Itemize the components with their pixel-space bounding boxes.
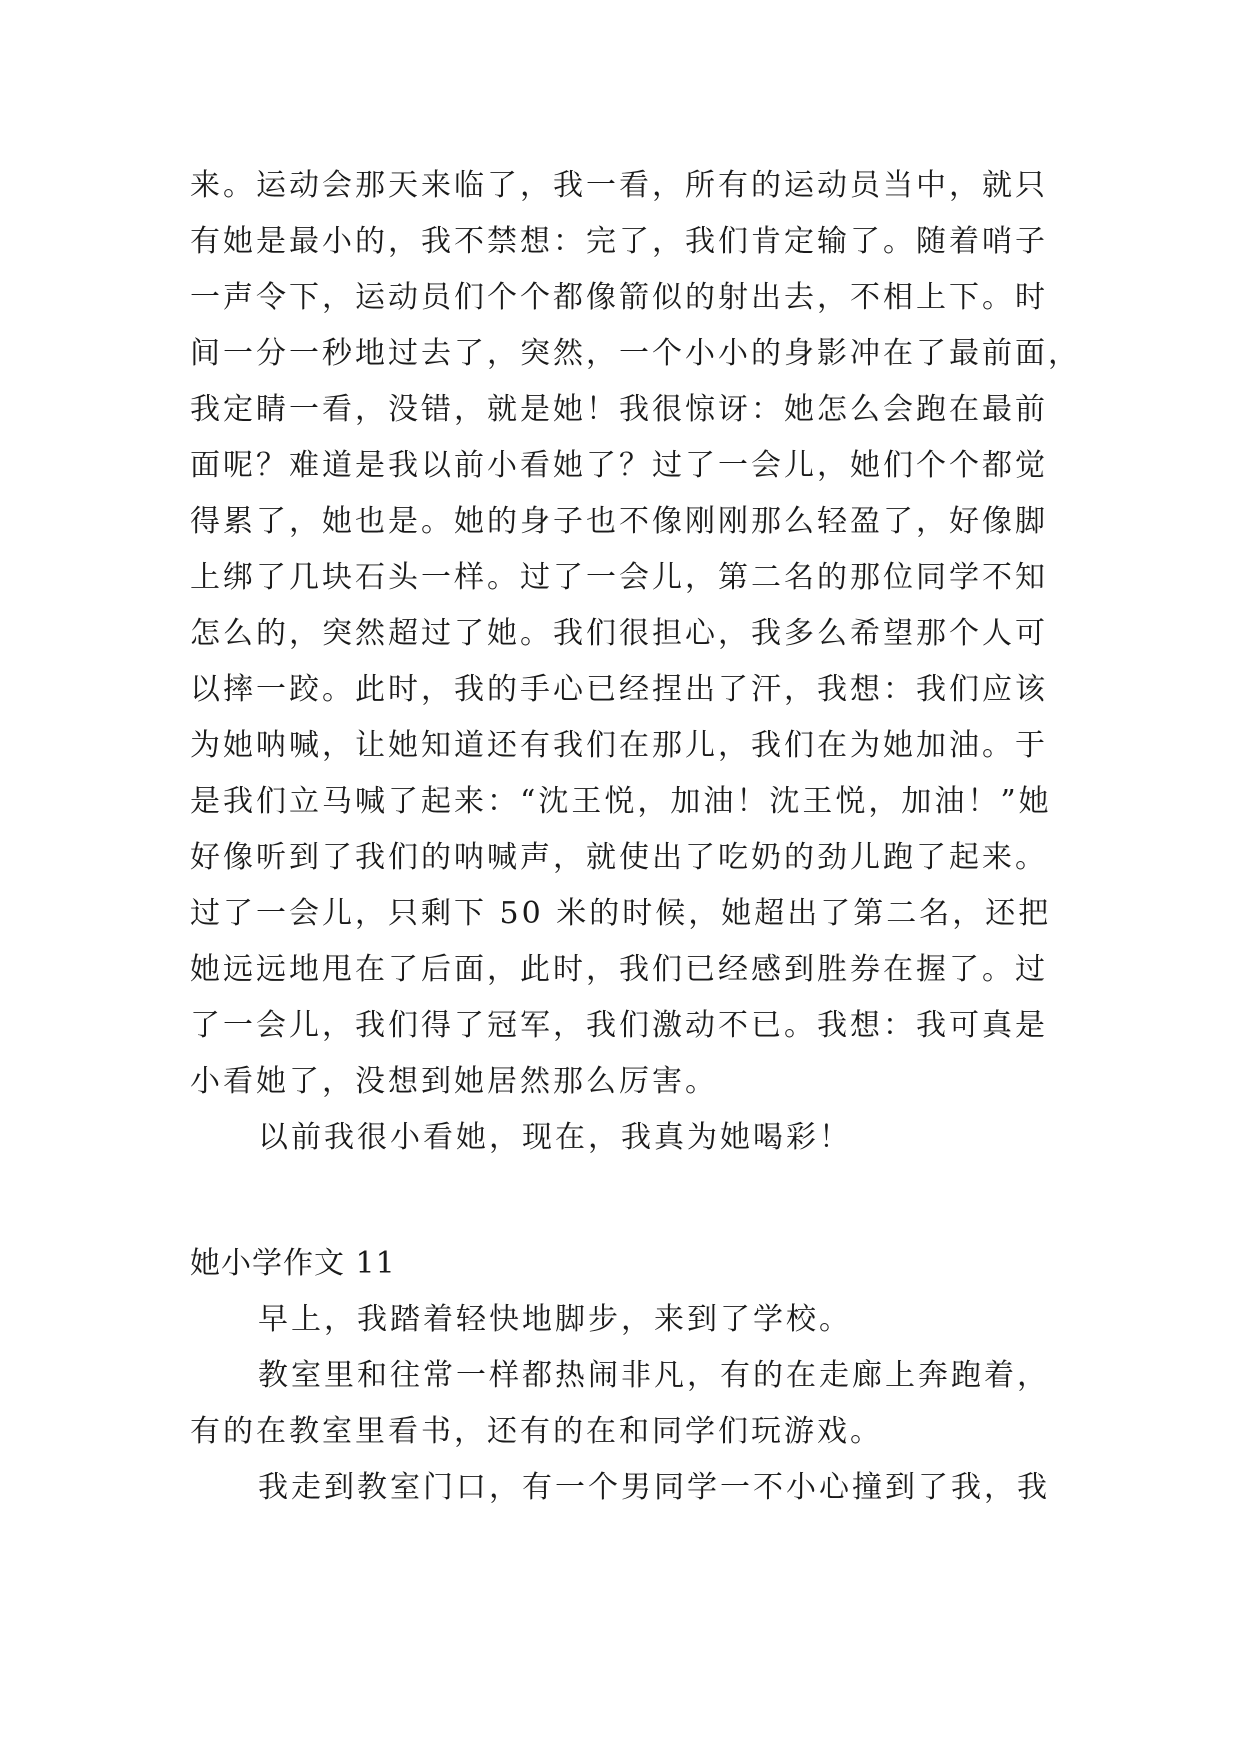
paragraph-line: 以摔一跤。此时，我的手心已经捏出了汗，我想：我们应该 — [190, 672, 1048, 707]
paragraph-line: 有她是最小的，我不禁想：完了，我们肯定输了。随着哨子 — [190, 224, 1048, 259]
paragraph-line: 有的在教室里看书，还有的在和同学们玩游戏。 — [190, 1414, 883, 1449]
paragraph-line: 一声令下，运动员们个个都像箭似的射出去，不相上下。时 — [190, 280, 1048, 315]
paragraph-line: 小看她了，没想到她居然那么厉害。 — [190, 1064, 718, 1099]
paragraph-line: 为她呐喊，让她知道还有我们在那儿，我们在为她加油。于 — [190, 728, 1048, 763]
paragraph-line: 是我们立马喊了起来：“沈王悦，加油！沈王悦，加油！”她 — [190, 784, 1052, 819]
paragraph-line: 来。运动会那天来临了，我一看，所有的运动员当中，就只 — [190, 168, 1048, 203]
paragraph-line: 上绑了几块石头一样。过了一会儿，第二名的那位同学不知 — [190, 560, 1048, 595]
paragraph-line: 好像听到了我们的呐喊声，就使出了吃奶的劲儿跑了起来。 — [190, 840, 1048, 875]
paragraph-line: 我走到教室门口，有一个男同学一不小心撞到了我，我 — [258, 1470, 1050, 1505]
paragraph-line: 面呢？难道是我以前小看她了？过了一会儿，她们个个都觉 — [190, 448, 1048, 483]
paragraph-line: 早上，我踏着轻快地脚步，来到了学校。 — [258, 1302, 852, 1337]
paragraph-line: 了一会儿，我们得了冠军，我们激动不已。我想：我可真是 — [190, 1008, 1048, 1043]
essay-title: 她小学作文 11 — [190, 1246, 396, 1281]
essay-text-block — [190, 0, 1081, 1754]
paragraph-line: 她远远地甩在了后面，此时，我们已经感到胜券在握了。过 — [190, 952, 1048, 987]
paragraph-line: 教室里和往常一样都热闹非凡，有的在走廊上奔跑着， — [258, 1358, 1050, 1393]
closing-paragraph: 以前我很小看她，现在，我真为她喝彩！ — [258, 1120, 852, 1155]
paragraph-line: 怎么的，突然超过了她。我们很担心，我多么希望那个人可 — [190, 616, 1048, 651]
paragraph-line: 得累了，她也是。她的身子也不像刚刚那么轻盈了，好像脚 — [190, 504, 1048, 539]
paragraph-line: 间一分一秒地过去了，突然，一个小小的身影冲在了最前面， — [190, 336, 1081, 371]
paragraph-line: 过了一会儿，只剩下 50 米的时候，她超出了第二名，还把 — [190, 896, 1052, 931]
paragraph-line: 我定睛一看，没错，就是她！我很惊讶：她怎么会跑在最前 — [190, 392, 1048, 427]
